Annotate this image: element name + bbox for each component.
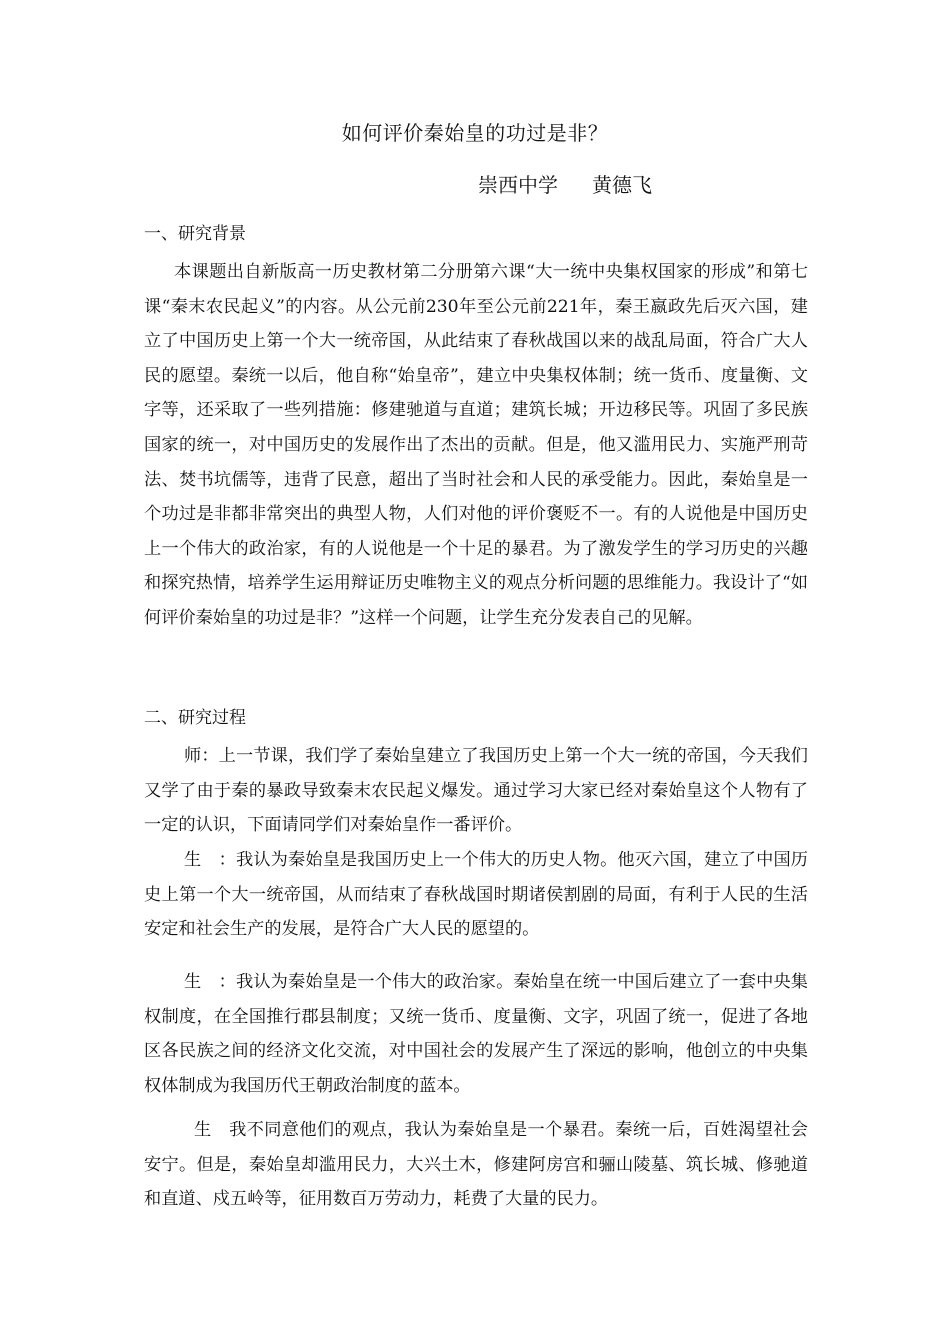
section-heading-background: 一、研究背景 xyxy=(144,224,246,244)
student-paragraph-3: 生 我不同意他们的观点，我认为秦始皇是一个暴君。秦统一后，百姓渴望社会安宁。但是，秦始皇却滥用民力，大兴土木，修建阿房宫和骊山陵墓、筑长城、修驰道和直道、戍五岭等，征用数百万劳动力，耗费了大量的民力。 xyxy=(144,1120,808,1210)
author-name: 黄德飞 xyxy=(592,173,652,197)
document-title: 如何评价秦始皇的功过是非？ xyxy=(341,121,609,145)
school-name: 崇西中学 xyxy=(478,173,558,197)
student-paragraph-1: 生 ：我认为秦始皇是我国历史上一个伟大的历史人物。他灭六国，建立了中国历史上第一个大一统帝国，从而结束了春秋战国时期诸侯割剧的局面，有利于人民的生活安定和社会生产的发展，是符合广大人民的愿望的。 xyxy=(144,850,808,940)
author-byline xyxy=(478,170,652,200)
teacher-paragraph: 师：上一节课，我们学了秦始皇建立了我国历史上第一个大一统的帝国，今天我们又学了由于秦的暴政导致秦末农民起义爆发。通过学习大家已经对秦始皇这个人物有了一定的认识，下面请同学们对秦始皇作一番评价。 xyxy=(144,746,808,836)
student-paragraph-2: 生 ：我认为秦始皇是一个伟大的政治家。秦始皇在统一中国后建立了一套中央集权制度，在全国推行郡县制度；又统一货币、度量衡、文字，巩固了统一，促进了各地区各民族之间的经济文化交流，对中国社会的发展产生了深远的影响，他创立的中央集权体制成为我国历代王朝政治制度的蓝本。 xyxy=(144,972,808,1096)
background-paragraph: 本课题出自新版高一历史教材第二分册第六课“大一统中央集权国家的形成”和第七课“秦末农民起义”的内容。从公元前230年至公元前221年，秦王嬴政先后灭六国，建立了中国历史上第一个大一统帝国，从此结束了春秋战国以来的战乱局面，符合广大人民的愿望。秦统一以后，他自称“始皇帝”，建立中央集权体制；统一货币、度量衡、文字等，还采取了一些列措施：修建驰道与直道；建筑长城；开边移民等。巩固了多民族国家的统一，对中国历史的发展作出了杰出的贡献。但是，他又滥用民力、实施严刑苛法、焚书坑儒等，违背了民意，超出了当时社会和人民的承受能力。因此，秦始皇是一个功过是非都非常突出的典型人物，人们对他的评价褒贬不一。有的人说他是中国历史上一个伟大的政治家，有的人说他是一个十足的暴君。为了激发学生的学习历史的兴趣和探究热情，培养学生运用辩证历史唯物主义的观点分析问题的思维能力。我设计了“如何评价秦始皇的功过是非？”这样一个问题，让学生充分发表自己的见解。 xyxy=(144,262,808,628)
section-heading-process: 二、研究过程 xyxy=(144,708,246,728)
